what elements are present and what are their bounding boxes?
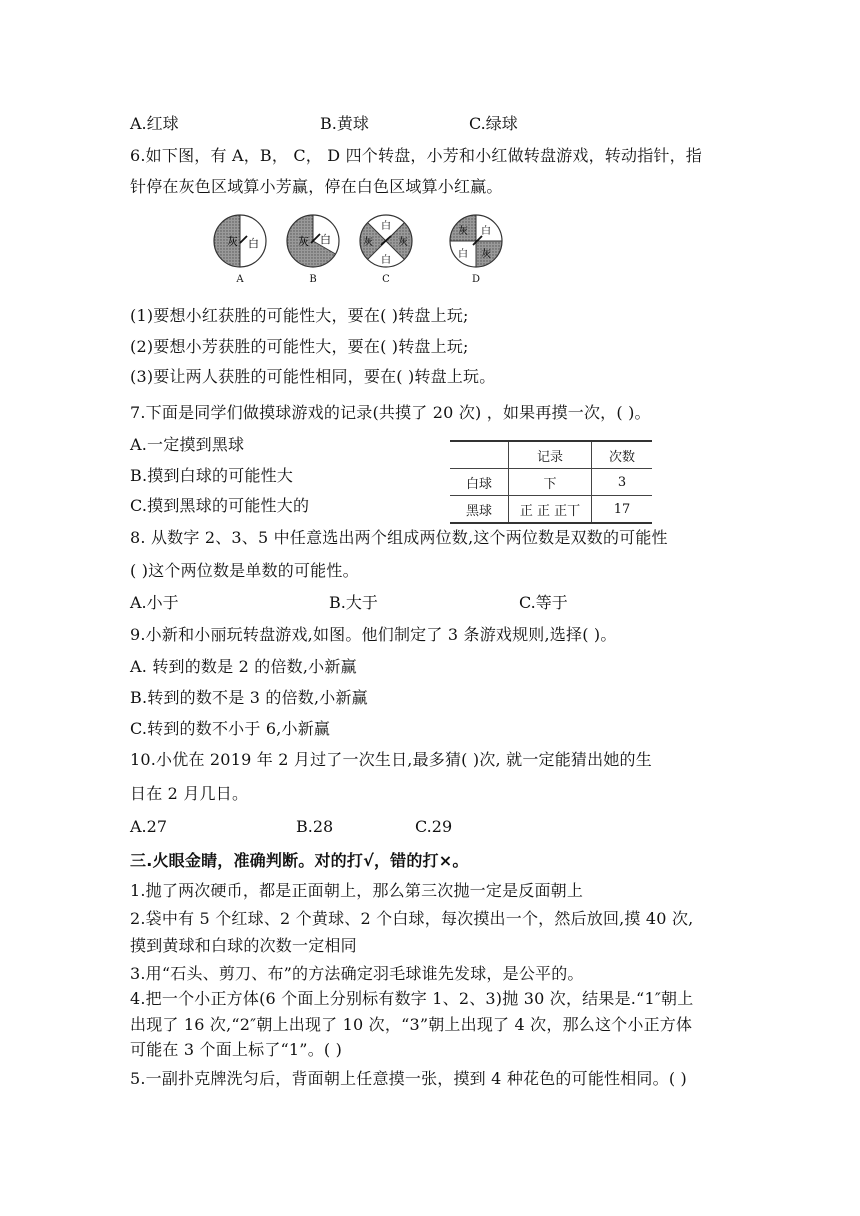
judge-item-1: 1.抛了两次硬币，都是正面朝上，那么第三次抛一定是反面朝上: [130, 881, 584, 900]
spinner-d-gray-tl-label: 灰: [458, 226, 468, 237]
q10-stem-line1: 10.小优在 2019 年 2 月过了一次生日,最多猜( )次, 就一定能猜出她的生: [130, 750, 652, 769]
spinner-d: [445, 212, 507, 286]
spinner-a-caption: A: [236, 274, 244, 285]
q5-option-b: B.黄球: [320, 114, 369, 133]
spinner-c-graphic: [357, 212, 415, 270]
spinner-a-graphic: [211, 212, 269, 270]
q8-option-b: B.大于: [329, 593, 378, 612]
q7-record-table: [450, 440, 652, 524]
spinner-a: [209, 212, 271, 286]
q10-stem-line2: 日在 2 月几日。: [130, 784, 249, 803]
spinner-c-white-top-label: 白: [381, 221, 391, 232]
table-cell: 下: [509, 469, 592, 496]
q10-option-c: C.29: [415, 817, 453, 836]
q5-option-a: A.红球: [130, 114, 179, 133]
table-header-row: [450, 441, 652, 469]
q7-option-c: C.摸到黑球的可能性大的: [130, 496, 310, 515]
spinner-d-caption: D: [471, 274, 481, 285]
q5-option-c: C.绿球: [469, 114, 518, 133]
q7-stem: 7.下面是同学们做摸球游戏的记录(共摸了 20 次) ，如果再摸一次，( )。: [130, 403, 651, 422]
q7-option-a: A.一定摸到黑球: [130, 435, 245, 454]
spinner-d-white-tr-label: 白: [481, 226, 491, 237]
q6-stem-line1: 6.如下图，有 A，B， C， D 四个转盘，小芳和小红做转盘游戏，转动指针，指: [130, 146, 702, 165]
spinner-b: [282, 212, 344, 286]
table-cell: 3: [592, 469, 653, 496]
table-cell: 正 正 正丅: [509, 496, 592, 524]
spinner-c-gray-right-label: 灰: [398, 237, 408, 248]
spinner-c-white-bottom-label: 白: [381, 255, 391, 266]
judge-item-2-line1: 2.袋中有 5 个红球、2 个黄球、2 个白球，每次摸出一个，然后放回,摸 40 次,: [130, 909, 694, 928]
table-cell: 白球: [450, 469, 509, 496]
spinner-b-white-label: 白: [320, 233, 331, 246]
q8-option-a: A.小于: [130, 593, 179, 612]
table-row: [450, 496, 652, 524]
judge-item-4-line2: 出现了 16 次,“2″朝上出现了 10 次，“3”朝上出现了 4 次，那么这个小正方体: [130, 1015, 693, 1034]
spinner-c-gray-left-label: 灰: [363, 237, 373, 248]
spinner-c-caption: C: [382, 274, 390, 285]
q9-option-b: B.转到的数不是 3 的倍数,小新赢: [130, 688, 368, 707]
table-header-cell: [450, 441, 509, 469]
table-cell: 17: [592, 496, 653, 524]
q6-sub3: (3)要让两人获胜的可能性相同，要在( )转盘上玩。: [130, 367, 496, 386]
spinner-a-gray-label: 灰: [227, 235, 238, 248]
judge-item-4-line1: 4.把一个小正方体(6 个面上分别标有数字 1、2、3)抛 30 次，结果是.“1″朝上: [130, 989, 694, 1008]
spinner-b-caption: B: [309, 274, 317, 285]
judge-item-2-line2: 摸到黄球和白球的次数一定相同: [130, 936, 357, 955]
q6-sub1: (1)要想小红获胜的可能性大，要在( )转盘上玩;: [130, 306, 469, 325]
table-row: [450, 469, 652, 496]
table-header-cell: 次数: [592, 441, 653, 469]
spinner-d-gray-br-label: 灰: [481, 249, 491, 260]
q9-option-c: C.转到的数不小于 6,小新赢: [130, 719, 331, 738]
spinner-d-white-bl-label: 白: [458, 249, 468, 260]
spinner-d-graphic: [447, 212, 505, 270]
spinner-c: [355, 212, 417, 286]
q6-sub2: (2)要想小芳获胜的可能性大，要在( )转盘上玩;: [130, 337, 469, 356]
judge-item-4-line3: 可能在 3 个面上标了“1”。( ): [130, 1040, 343, 1059]
q8-stem-line1: 8. 从数字 2、3、5 中任意选出两个组成两位数,这个两位数是双数的可能性: [130, 528, 668, 547]
q6-stem-line2: 针停在灰色区域算小芳赢，停在白色区域算小红赢。: [130, 177, 503, 196]
spinner-a-white-label: 白: [248, 237, 259, 250]
q9-stem: 9.小新和小丽玩转盘游戏,如图。他们制定了 3 条游戏规则,选择( )。: [130, 625, 617, 644]
spinner-b-gray-label: 灰: [298, 235, 309, 248]
q7-option-b: B.摸到白球的可能性大: [130, 466, 294, 485]
spinner-b-graphic: [284, 212, 342, 270]
q10-option-a: A.27: [130, 817, 167, 836]
q9-option-a: A. 转到的数是 2 的倍数,小新赢: [130, 657, 357, 676]
table-header-cell: 记录: [509, 441, 592, 469]
section-3-title: 三.火眼金睛，准确判断。对的打√，错的打×。: [130, 851, 469, 870]
judge-item-3: 3.用“石头、剪刀、布”的方法确定羽毛球谁先发球，是公平的。: [130, 964, 584, 983]
q10-option-b: B.28: [296, 817, 334, 836]
q8-stem-line2: ( )这个两位数是单数的可能性。: [130, 561, 359, 580]
judge-item-5: 5.一副扑克牌洗匀后，背面朝上任意摸一张，摸到 4 种花色的可能性相同。( ): [130, 1069, 687, 1088]
table-cell: 黑球: [450, 496, 509, 524]
q8-option-c: C.等于: [519, 593, 568, 612]
